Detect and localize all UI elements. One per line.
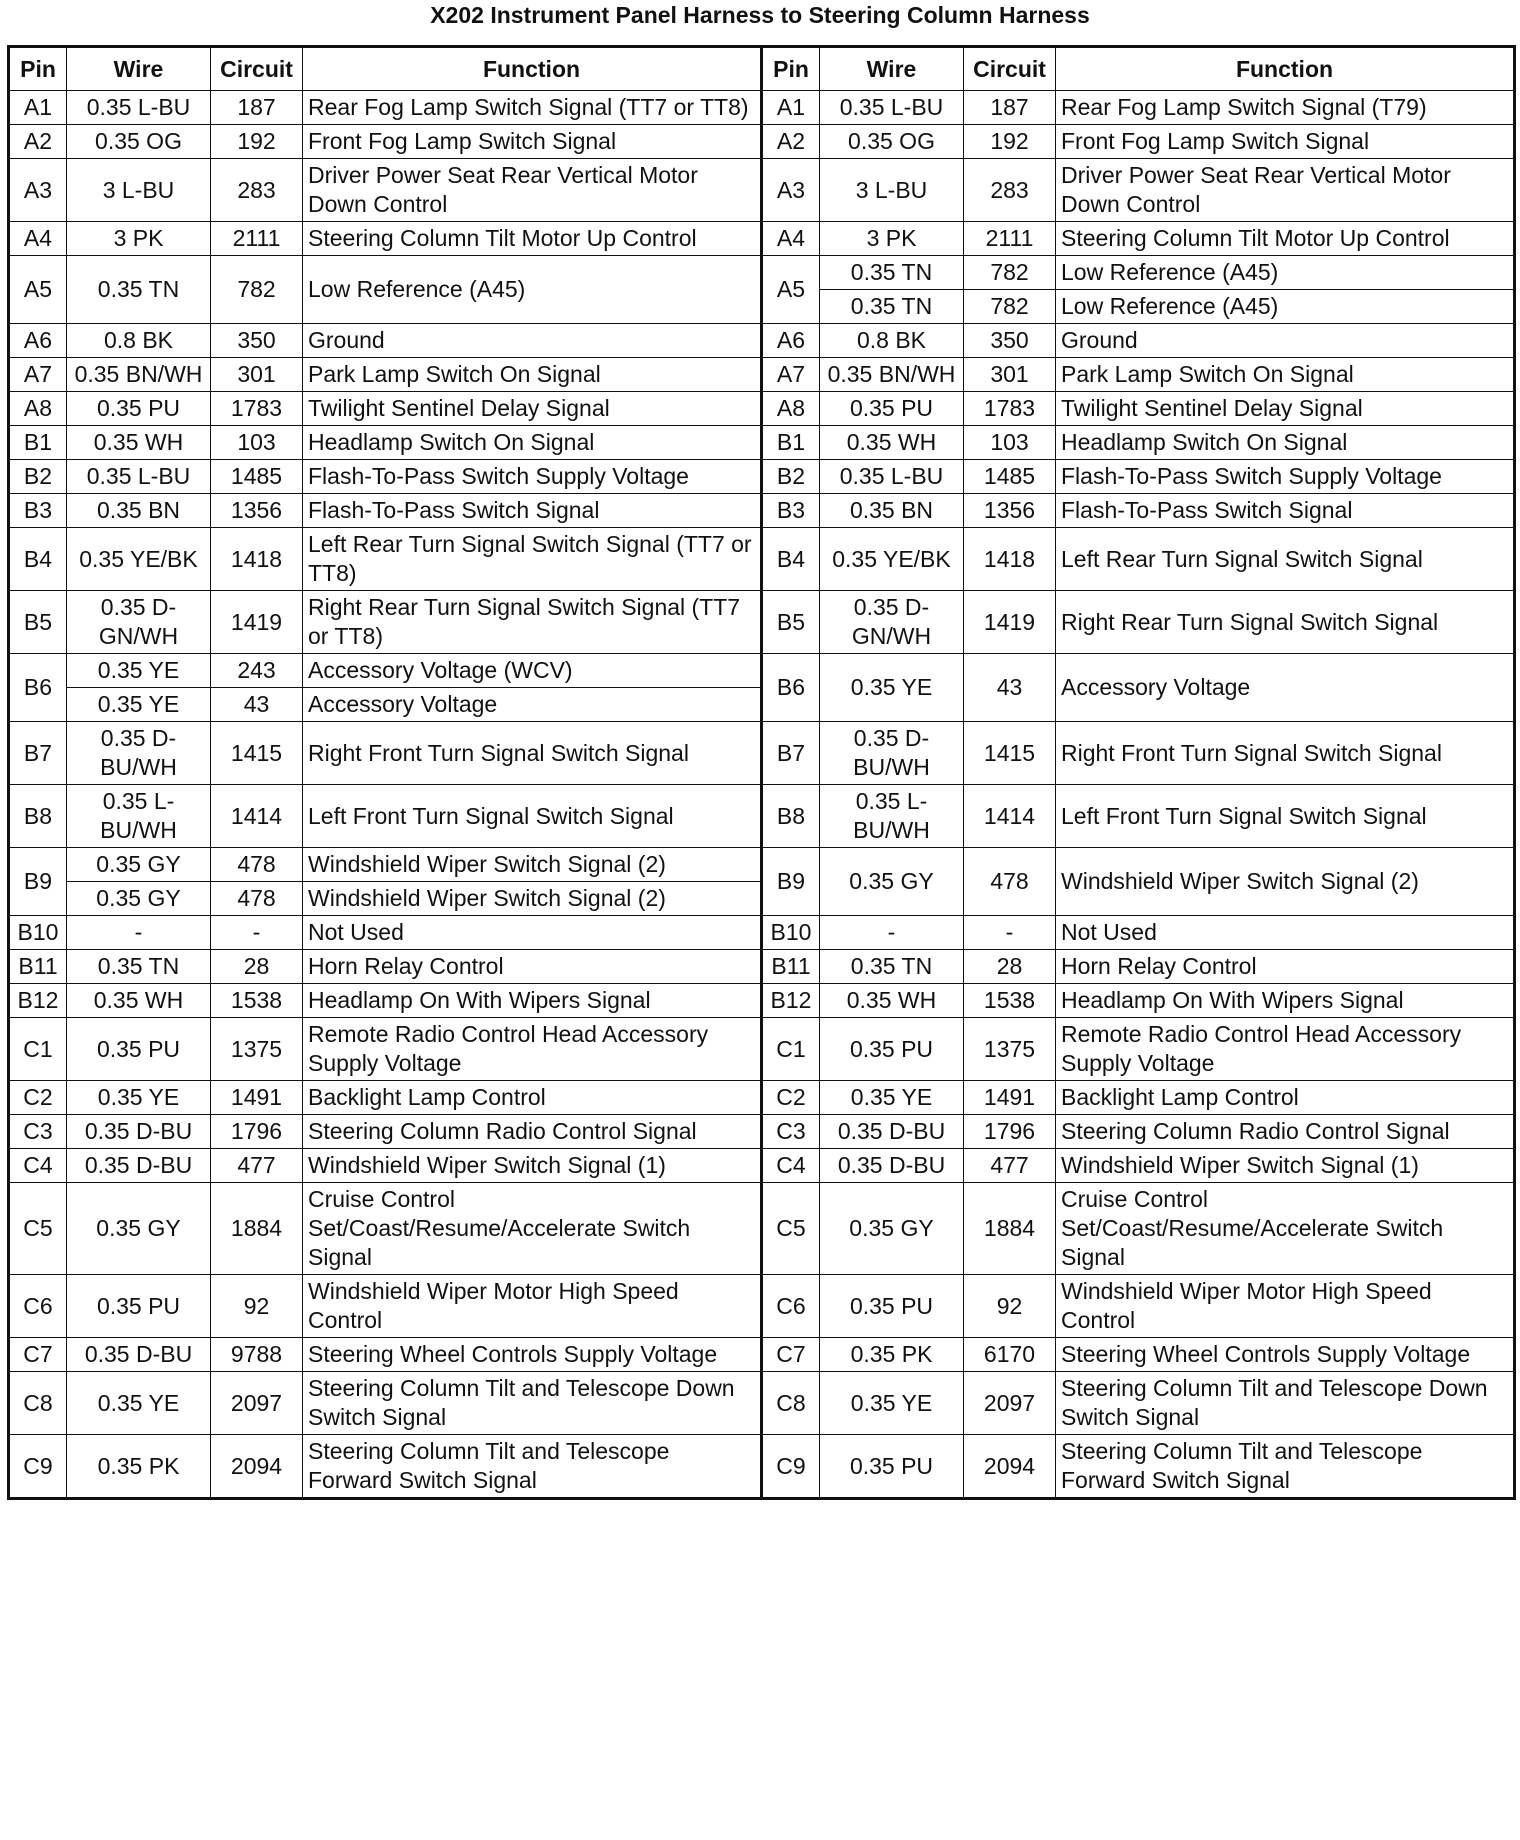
pin-cell: B1 (9, 426, 67, 460)
pin-cell: B9 (9, 848, 67, 916)
wire-cell: 0.35 L-BU (67, 91, 211, 125)
function-cell: Steering Column Radio Control Signal (1056, 1115, 1515, 1149)
pin-cell: B11 (9, 950, 67, 984)
wire-cell: 3 PK (820, 222, 964, 256)
function-cell: Windshield Wiper Switch Signal (1) (303, 1149, 762, 1183)
function-cell: Cruise Control Set/Coast/Resume/Accelerate Switch Signal (1056, 1183, 1515, 1275)
wire-cell: 0.35 PU (67, 1275, 211, 1338)
pin-cell: A8 (9, 392, 67, 426)
wire-cell: 0.35 YE (67, 654, 211, 688)
function-cell: Windshield Wiper Switch Signal (1) (1056, 1149, 1515, 1183)
table-row (9, 222, 1515, 256)
pin-cell: B6 (9, 654, 67, 722)
circuit-cell: 192 (964, 125, 1056, 159)
wire-cell: 0.35 L-BU (820, 460, 964, 494)
circuit-cell: 1796 (211, 1115, 303, 1149)
circuit-cell: 1796 (964, 1115, 1056, 1149)
function-cell: Twilight Sentinel Delay Signal (1056, 392, 1515, 426)
table-row (9, 1338, 1515, 1372)
pin-cell: C1 (762, 1018, 820, 1081)
function-cell: Front Fog Lamp Switch Signal (303, 125, 762, 159)
harness-table (7, 45, 1516, 1500)
circuit-cell: 1414 (964, 785, 1056, 848)
wire-cell: 0.35 YE/BK (820, 528, 964, 591)
wire-cell: 0.35 OG (820, 125, 964, 159)
circuit-cell: 1419 (211, 591, 303, 654)
function-cell: Accessory Voltage (WCV) (303, 654, 762, 688)
page-title: X202 Instrument Panel Harness to Steering Column Harness (430, 2, 1090, 28)
header-wire: Wire (67, 47, 211, 91)
wire-cell: 0.35 PU (820, 1275, 964, 1338)
pin-cell: B3 (9, 494, 67, 528)
wire-cell: 3 L-BU (67, 159, 211, 222)
pin-cell: B1 (762, 426, 820, 460)
header-function: Function (303, 47, 762, 91)
wire-cell: 0.35 D-BU/WH (67, 722, 211, 785)
table-row (9, 1183, 1515, 1275)
header-circuit: Circuit (964, 47, 1056, 91)
table-body (9, 91, 1515, 1499)
circuit-cell: 92 (964, 1275, 1056, 1338)
function-cell: Steering Column Tilt and Telescope Forward Switch Signal (303, 1435, 762, 1499)
wire-cell: 0.35 WH (67, 984, 211, 1018)
pin-cell: C5 (762, 1183, 820, 1275)
circuit-cell: 187 (964, 91, 1056, 125)
pin-cell: B9 (762, 848, 820, 916)
pin-cell: C8 (762, 1372, 820, 1435)
function-cell: Driver Power Seat Rear Vertical Motor Down Control (1056, 159, 1515, 222)
pin-cell: A6 (9, 324, 67, 358)
pin-cell: C7 (762, 1338, 820, 1372)
wire-cell: 3 L-BU (820, 159, 964, 222)
circuit-cell: 2111 (211, 222, 303, 256)
function-cell: Horn Relay Control (1056, 950, 1515, 984)
wire-cell: 0.35 TN (67, 256, 211, 324)
circuit-cell: 478 (964, 848, 1056, 916)
pin-cell: C7 (9, 1338, 67, 1372)
function-cell: Windshield Wiper Motor High Speed Control (1056, 1275, 1515, 1338)
function-cell: Rear Fog Lamp Switch Signal (TT7 or TT8) (303, 91, 762, 125)
pin-cell: A3 (9, 159, 67, 222)
wire-cell: 0.35 TN (67, 950, 211, 984)
table-row (9, 848, 1515, 882)
function-cell: Right Front Turn Signal Switch Signal (1056, 722, 1515, 785)
function-cell: Ground (303, 324, 762, 358)
function-cell: Accessory Voltage (303, 688, 762, 722)
circuit-cell: 1884 (964, 1183, 1056, 1275)
header-pin: Pin (762, 47, 820, 91)
pin-cell: C9 (9, 1435, 67, 1499)
table-row (9, 1275, 1515, 1338)
pin-cell: C4 (762, 1149, 820, 1183)
pin-cell: B3 (762, 494, 820, 528)
function-cell: Low Reference (A45) (1056, 290, 1515, 324)
circuit-cell: 782 (964, 290, 1056, 324)
function-cell: Steering Wheel Controls Supply Voltage (1056, 1338, 1515, 1372)
table-row (9, 460, 1515, 494)
pin-cell: B4 (9, 528, 67, 591)
circuit-cell: 2094 (964, 1435, 1056, 1499)
circuit-cell: 6170 (964, 1338, 1056, 1372)
function-cell: Headlamp Switch On Signal (303, 426, 762, 460)
circuit-cell: 2094 (211, 1435, 303, 1499)
circuit-cell: 1418 (964, 528, 1056, 591)
circuit-cell: 28 (964, 950, 1056, 984)
pin-cell: A7 (9, 358, 67, 392)
function-cell: Flash-To-Pass Switch Supply Voltage (1056, 460, 1515, 494)
wire-cell: 0.35 TN (820, 256, 964, 290)
pin-cell: B10 (9, 916, 67, 950)
table-row (9, 785, 1515, 848)
table-row (9, 984, 1515, 1018)
table-row (9, 159, 1515, 222)
function-cell: Left Front Turn Signal Switch Signal (1056, 785, 1515, 848)
circuit-cell: 301 (211, 358, 303, 392)
pin-cell: A7 (762, 358, 820, 392)
pin-cell: B12 (762, 984, 820, 1018)
wire-cell: 0.35 YE (67, 1372, 211, 1435)
wire-cell: 0.35 WH (820, 426, 964, 460)
wire-cell: 0.35 BN (67, 494, 211, 528)
function-cell: Right Rear Turn Signal Switch Signal (TT7 or TT8) (303, 591, 762, 654)
wire-cell: 0.8 BK (820, 324, 964, 358)
function-cell: Horn Relay Control (303, 950, 762, 984)
table-row (9, 1372, 1515, 1435)
circuit-cell: 1375 (211, 1018, 303, 1081)
circuit-cell: 1415 (964, 722, 1056, 785)
wire-cell: 0.35 D-GN/WH (67, 591, 211, 654)
function-cell: Windshield Wiper Switch Signal (2) (303, 848, 762, 882)
table-row (9, 1435, 1515, 1499)
circuit-cell: 243 (211, 654, 303, 688)
header-function: Function (1056, 47, 1515, 91)
wire-cell: 0.35 PU (67, 1018, 211, 1081)
function-cell: Front Fog Lamp Switch Signal (1056, 125, 1515, 159)
table-row (9, 426, 1515, 460)
function-cell: Headlamp Switch On Signal (1056, 426, 1515, 460)
circuit-cell: 1414 (211, 785, 303, 848)
pin-cell: A2 (762, 125, 820, 159)
wire-cell: 0.35 TN (820, 290, 964, 324)
wire-cell: 0.35 L-BU/WH (820, 785, 964, 848)
circuit-cell: 1485 (964, 460, 1056, 494)
circuit-cell: 103 (964, 426, 1056, 460)
wire-cell: 0.35 YE (67, 1081, 211, 1115)
circuit-cell: 1491 (211, 1081, 303, 1115)
pin-cell: B8 (9, 785, 67, 848)
wire-cell: 0.35 PU (67, 392, 211, 426)
circuit-cell: - (964, 916, 1056, 950)
function-cell: Steering Column Tilt Motor Up Control (1056, 222, 1515, 256)
wire-cell: 0.35 D-BU (67, 1338, 211, 1372)
pin-cell: A8 (762, 392, 820, 426)
function-cell: Remote Radio Control Head Accessory Supply Voltage (303, 1018, 762, 1081)
function-cell: Not Used (303, 916, 762, 950)
circuit-cell: 283 (211, 159, 303, 222)
pin-cell: C8 (9, 1372, 67, 1435)
wire-cell: - (67, 916, 211, 950)
circuit-cell: 1783 (964, 392, 1056, 426)
function-cell: Backlight Lamp Control (1056, 1081, 1515, 1115)
circuit-cell: 103 (211, 426, 303, 460)
pin-cell: C3 (762, 1115, 820, 1149)
wire-cell: 0.8 BK (67, 324, 211, 358)
circuit-cell: 187 (211, 91, 303, 125)
function-cell: Park Lamp Switch On Signal (1056, 358, 1515, 392)
function-cell: Steering Column Tilt and Telescope Forward Switch Signal (1056, 1435, 1515, 1499)
function-cell: Steering Column Radio Control Signal (303, 1115, 762, 1149)
table-row (9, 91, 1515, 125)
wire-cell: 0.35 PU (820, 392, 964, 426)
function-cell: Flash-To-Pass Switch Signal (303, 494, 762, 528)
table-row (9, 1081, 1515, 1115)
table-row (9, 125, 1515, 159)
function-cell: Windshield Wiper Motor High Speed Control (303, 1275, 762, 1338)
table-row (9, 1149, 1515, 1183)
circuit-cell: 1356 (964, 494, 1056, 528)
wire-cell: 0.35 L-BU/WH (67, 785, 211, 848)
wire-cell: 3 PK (67, 222, 211, 256)
table-row (9, 1018, 1515, 1081)
function-cell: Rear Fog Lamp Switch Signal (T79) (1056, 91, 1515, 125)
header-row (9, 47, 1515, 91)
function-cell: Right Rear Turn Signal Switch Signal (1056, 591, 1515, 654)
wire-cell: 0.35 YE (820, 1081, 964, 1115)
circuit-cell: 350 (211, 324, 303, 358)
circuit-cell: 478 (211, 882, 303, 916)
table-row (9, 392, 1515, 426)
wire-cell: 0.35 L-BU (67, 460, 211, 494)
circuit-cell: 1491 (964, 1081, 1056, 1115)
pin-cell: C6 (9, 1275, 67, 1338)
pin-cell: B11 (762, 950, 820, 984)
wire-cell: 0.35 OG (67, 125, 211, 159)
function-cell: Not Used (1056, 916, 1515, 950)
function-cell: Flash-To-Pass Switch Supply Voltage (303, 460, 762, 494)
circuit-cell: 9788 (211, 1338, 303, 1372)
function-cell: Steering Column Tilt and Telescope Down Switch Signal (303, 1372, 762, 1435)
pin-cell: B7 (9, 722, 67, 785)
function-cell: Windshield Wiper Switch Signal (2) (303, 882, 762, 916)
circuit-cell: 301 (964, 358, 1056, 392)
pin-cell: A5 (9, 256, 67, 324)
table-row (9, 654, 1515, 688)
circuit-cell: 43 (964, 654, 1056, 722)
circuit-cell: 350 (964, 324, 1056, 358)
pin-cell: A1 (762, 91, 820, 125)
function-cell: Ground (1056, 324, 1515, 358)
table-row (9, 950, 1515, 984)
wire-cell: 0.35 WH (67, 426, 211, 460)
wire-cell: 0.35 GY (67, 848, 211, 882)
function-cell: Accessory Voltage (1056, 654, 1515, 722)
wire-cell: 0.35 PU (820, 1018, 964, 1081)
function-cell: Low Reference (A45) (303, 256, 762, 324)
circuit-cell: 782 (964, 256, 1056, 290)
circuit-cell: 2097 (211, 1372, 303, 1435)
circuit-cell: 1538 (964, 984, 1056, 1018)
function-cell: Steering Wheel Controls Supply Voltage (303, 1338, 762, 1372)
pin-cell: B5 (9, 591, 67, 654)
circuit-cell: 1884 (211, 1183, 303, 1275)
wire-cell: 0.35 D-BU (67, 1149, 211, 1183)
pin-cell: C2 (762, 1081, 820, 1115)
pin-cell: A5 (762, 256, 820, 324)
circuit-cell: 1356 (211, 494, 303, 528)
circuit-cell: 782 (211, 256, 303, 324)
table-row (9, 494, 1515, 528)
pin-cell: A6 (762, 324, 820, 358)
wire-cell: 0.35 D-BU (820, 1115, 964, 1149)
function-cell: Left Rear Turn Signal Switch Signal (TT7 or TT8) (303, 528, 762, 591)
circuit-cell: 2097 (964, 1372, 1056, 1435)
circuit-cell: - (211, 916, 303, 950)
function-cell: Steering Column Tilt and Telescope Down Switch Signal (1056, 1372, 1515, 1435)
function-cell: Flash-To-Pass Switch Signal (1056, 494, 1515, 528)
header-pin: Pin (9, 47, 67, 91)
circuit-cell: 1418 (211, 528, 303, 591)
pin-cell: C3 (9, 1115, 67, 1149)
function-cell: Headlamp On With Wipers Signal (1056, 984, 1515, 1018)
wire-cell: 0.35 BN/WH (67, 358, 211, 392)
circuit-cell: 43 (211, 688, 303, 722)
wire-cell: 0.35 PK (820, 1338, 964, 1372)
circuit-cell: 2111 (964, 222, 1056, 256)
pin-cell: A2 (9, 125, 67, 159)
header-circuit: Circuit (211, 47, 303, 91)
wire-cell: 0.35 L-BU (820, 91, 964, 125)
wire-cell: 0.35 D-BU/WH (820, 722, 964, 785)
table-row (9, 916, 1515, 950)
table-row (9, 1115, 1515, 1149)
function-cell: Remote Radio Control Head Accessory Supply Voltage (1056, 1018, 1515, 1081)
function-cell: Left Front Turn Signal Switch Signal (303, 785, 762, 848)
pin-cell: B10 (762, 916, 820, 950)
wire-cell: 0.35 TN (820, 950, 964, 984)
function-cell: Left Rear Turn Signal Switch Signal (1056, 528, 1515, 591)
pin-cell: A4 (762, 222, 820, 256)
pin-cell: B12 (9, 984, 67, 1018)
pin-cell: B6 (762, 654, 820, 722)
wire-cell: 0.35 PU (820, 1435, 964, 1499)
circuit-cell: 477 (964, 1149, 1056, 1183)
pin-cell: A3 (762, 159, 820, 222)
header-wire: Wire (820, 47, 964, 91)
wire-cell: 0.35 D-GN/WH (820, 591, 964, 654)
wire-cell: 0.35 PK (67, 1435, 211, 1499)
function-cell: Headlamp On With Wipers Signal (303, 984, 762, 1018)
function-cell: Windshield Wiper Switch Signal (2) (1056, 848, 1515, 916)
wire-cell: 0.35 BN/WH (820, 358, 964, 392)
function-cell: Park Lamp Switch On Signal (303, 358, 762, 392)
wire-cell: 0.35 YE (820, 654, 964, 722)
function-cell: Twilight Sentinel Delay Signal (303, 392, 762, 426)
function-cell: Low Reference (A45) (1056, 256, 1515, 290)
table-row (9, 722, 1515, 785)
pin-cell: C5 (9, 1183, 67, 1275)
wire-cell: 0.35 D-BU (820, 1149, 964, 1183)
circuit-cell: 1375 (964, 1018, 1056, 1081)
pin-cell: B2 (762, 460, 820, 494)
function-cell: Right Front Turn Signal Switch Signal (303, 722, 762, 785)
circuit-cell: 192 (211, 125, 303, 159)
pin-cell: B7 (762, 722, 820, 785)
circuit-cell: 1419 (964, 591, 1056, 654)
circuit-cell: 92 (211, 1275, 303, 1338)
circuit-cell: 283 (964, 159, 1056, 222)
pin-cell: C4 (9, 1149, 67, 1183)
pin-cell: C9 (762, 1435, 820, 1499)
circuit-cell: 1485 (211, 460, 303, 494)
function-cell: Steering Column Tilt Motor Up Control (303, 222, 762, 256)
circuit-cell: 1415 (211, 722, 303, 785)
wire-cell: - (820, 916, 964, 950)
wire-cell: 0.35 WH (820, 984, 964, 1018)
circuit-cell: 478 (211, 848, 303, 882)
pin-cell: A1 (9, 91, 67, 125)
function-cell: Backlight Lamp Control (303, 1081, 762, 1115)
circuit-cell: 1783 (211, 392, 303, 426)
circuit-cell: 1538 (211, 984, 303, 1018)
pin-cell: C2 (9, 1081, 67, 1115)
circuit-cell: 28 (211, 950, 303, 984)
circuit-cell: 477 (211, 1149, 303, 1183)
pin-cell: C1 (9, 1018, 67, 1081)
pin-cell: A4 (9, 222, 67, 256)
pin-cell: B4 (762, 528, 820, 591)
wire-cell: 0.35 GY (67, 882, 211, 916)
wire-cell: 0.35 GY (67, 1183, 211, 1275)
wire-cell: 0.35 D-BU (67, 1115, 211, 1149)
wire-cell: 0.35 GY (820, 848, 964, 916)
pin-cell: B8 (762, 785, 820, 848)
table-row (9, 324, 1515, 358)
function-cell: Driver Power Seat Rear Vertical Motor Down Control (303, 159, 762, 222)
pin-cell: C6 (762, 1275, 820, 1338)
function-cell: Cruise Control Set/Coast/Resume/Accelerate Switch Signal (303, 1183, 762, 1275)
wire-cell: 0.35 BN (820, 494, 964, 528)
table-row (9, 591, 1515, 654)
table-row (9, 528, 1515, 591)
pin-cell: B2 (9, 460, 67, 494)
wire-cell: 0.35 YE (820, 1372, 964, 1435)
table-row (9, 358, 1515, 392)
wire-cell: 0.35 GY (820, 1183, 964, 1275)
wire-cell: 0.35 YE (67, 688, 211, 722)
table-row (9, 256, 1515, 290)
wire-cell: 0.35 YE/BK (67, 528, 211, 591)
pin-cell: B5 (762, 591, 820, 654)
